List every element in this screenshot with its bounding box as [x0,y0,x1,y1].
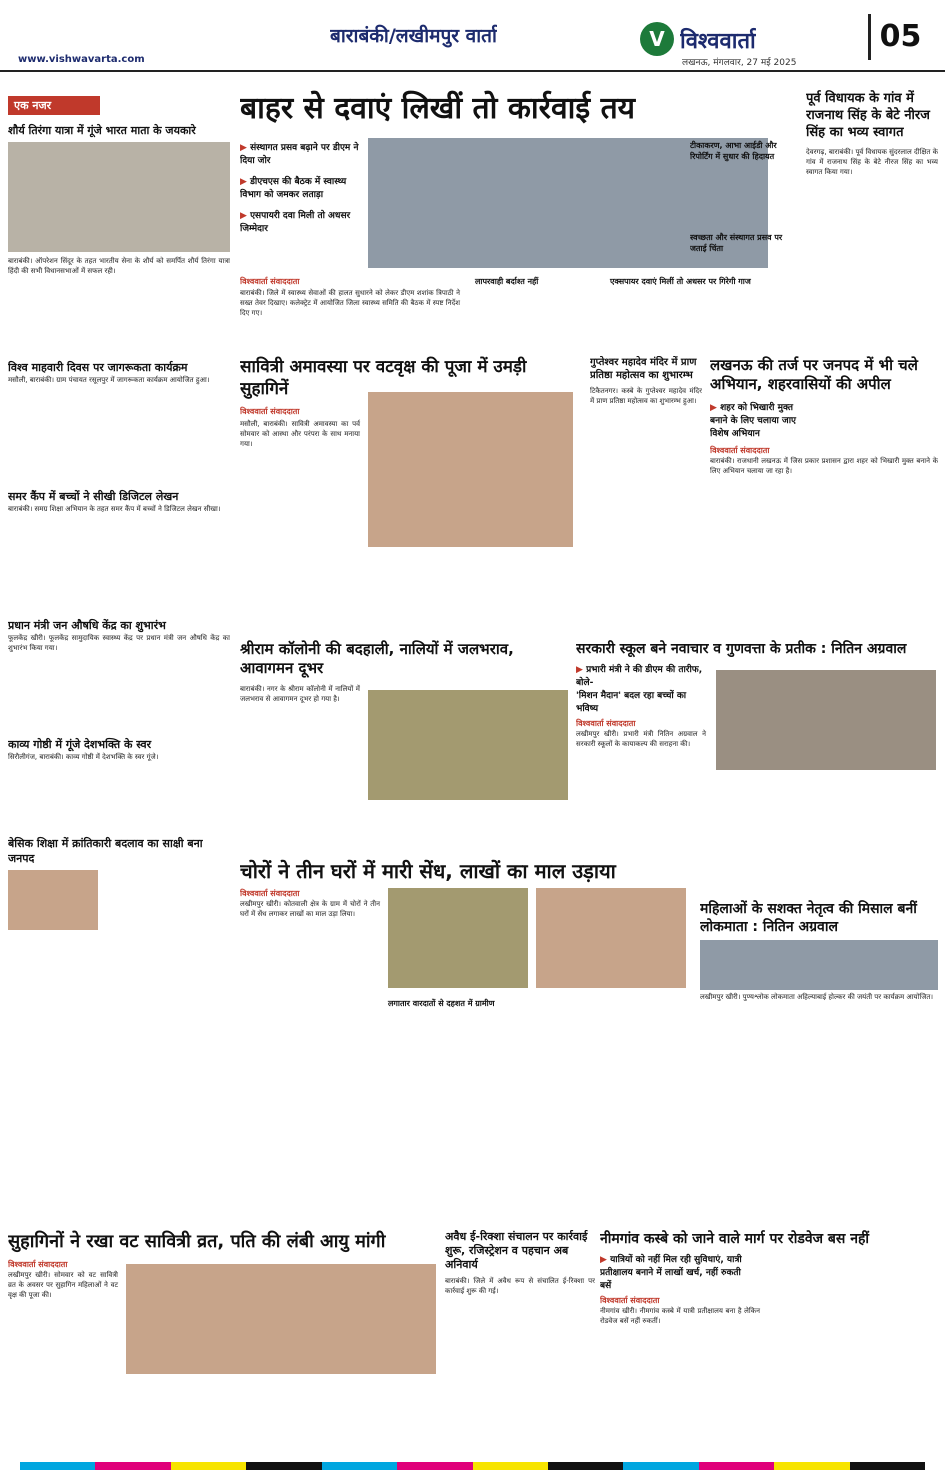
lc-body-1: मसौली, बाराबंकी। ग्राम पंचायत रसूलपुर में जागरूकता कार्यक्रम आयोजित हुआ। [8,376,210,384]
bm-headline: अवैध ई-रिक्शा संचालन पर कार्रवाई शुरू, रजिस्ट्रेशन व पहचान अब अनिवार्य [445,1230,588,1271]
lucknow-headline: लखनऊ की तर्ज पर जनपद में भी चले अभियान, शहरवासियों की अपील [710,356,918,393]
lc-body-4: सिरौलीगंज, बाराबंकी। काव्य गोष्ठी में देशभक्ति के स्वर गूंजे। [8,753,159,761]
bottom-left-story [8,1230,438,1460]
right-top-story [806,90,938,350]
school-byline: विश्ववार्ता संवाददाता [576,719,636,728]
school-headline: सरकारी स्कूल बने नवाचार व गुणवत्ता के प्रतीक : नितिन अग्रवाल [576,641,907,657]
lc-body-3: फूलकेंद्र खीरी। फूलकेंद्र सामुदायिक स्वास्थ्य केंद्र पर प्रधान मंत्री जन औषधि केंद्र का शुभारंभ किया गया। [8,634,230,652]
website-url[interactable]: www.vishwavarta.com [18,54,145,65]
rally-photo [8,142,230,252]
shriram-headline: श्रीराम कॉलोनी की बदहाली, नालियों में जलभराव, आवागमन दूभर [240,640,514,677]
vat-story [240,356,575,646]
bl-photo [126,1264,436,1374]
women-body: लखीमपुर खीरी। पुण्यश्लोक लोकमाता अहिल्याबाई होल्कर की जयंती पर कार्यक्रम आयोजित। [700,993,934,1001]
lead-subhead-3: एक्सपायर दवाएं मिलीं तो अधसर पर गिरेगी गाज [610,277,751,286]
guptesh-body: टिकैतनगर। कस्बे के गुप्तेश्वर महादेव मंदिर में प्राण प्रतिष्ठा महोत्सव का शुभारम्भ हुआ। [590,387,702,405]
lead-sidebar [690,140,800,340]
br-headline: नीमगांव कस्बे को जाने वाले मार्ग पर रोडवेज बस नहीं [600,1231,870,1247]
lc-head-0: शौर्य तिरंगा यात्रा में गूंजे भारत माता के जयकारे [8,124,196,137]
school-bullet-0: ▶ प्रभारी मंत्री ने की डीएम की तारीफ, बोले- [576,665,703,688]
color-registration-strip [20,1462,925,1470]
lead-subhead-1: टीकाकरण, आभा आईडी और रिपोर्टिंग में सुधार की हिदायत [690,141,777,161]
theft-byline: विश्ववार्ता संवाददाता [240,889,300,898]
drain-photo [368,690,568,800]
bottom-right-story [600,1230,938,1460]
school-story [576,640,938,855]
lc-body-2: बाराबंकी। समग्र शिक्षा अभियान के तहत समर कैंप में बच्चों ने डिजिटल लेखन सीखा। [8,505,221,513]
section-title: बाराबंकी/लखीमपुर वार्ता [330,25,497,47]
lead-headline: बाहर से दवाएं लिखीं तो कार्रवाई तय [240,91,636,126]
theft-story [240,858,690,1033]
lead-body: बाराबंकी। जिले में स्वास्थ्य सेवाओं की हालत सुधारने को लेकर डीएम शशांक त्रिपाठी ने सख्त तेवर दिखाए। कलेक्ट्रेट में आयोजित जिला स्वास्थ्य समिति की बैठक में स्पष्ट निर्देश दिए गए। [240,289,460,317]
school-body: लखीमपुर खीरी। प्रभारी मंत्री नितिन अग्रवाल ने सरकारी स्कूलों के कायाकल्प की सराहना की। [576,730,706,748]
bl-body: लखीमपुर खीरी। सोमवार को वट सावित्री व्रत के अवसर पर सुहागिन महिलाओं ने वट वृक्ष की पूजा की। [8,1271,118,1299]
page-number: 05 [868,14,930,60]
bottom-mid-story [445,1230,595,1460]
lead-byline: विश्ववार्ता संवाददाता [240,277,300,286]
vat-body: मसौली, बाराबंकी। सावित्री अमावस्या का पर्व सोमवार को आस्था और परंपरा के साथ मनाया गया। [240,420,360,448]
theft-photo-1 [388,888,528,988]
lc-head-2: समर कैंप में बच्चों ने सीखी डिजिटल लेखन [8,490,179,503]
left-column [8,96,230,1021]
portrait-photo [8,870,98,930]
vat-byline: विश्ववार्ता संवाददाता [240,407,300,416]
lead-bullet-1: ▶ डीएचएस की बैठक में स्वास्थ्य विभाग को जमकर लताड़ा [240,177,347,200]
lc-head-3: प्रधान मंत्री जन औषधि केंद्र का शुभारंभ [8,619,166,632]
lead-subhead-4: स्वच्छता और संस्थागत प्रसव पर जताई चिंता [690,233,783,253]
bl-byline: विश्ववार्ता संवाददाता [8,1260,68,1269]
theft-body: लखीमपुर खीरी। कोतवाली क्षेत्र के ग्राम में चोरों ने तीन घरों में सेंध लगाकर लाखों का माल उड़ा लिया। [240,900,380,918]
lucknow-body: बाराबंकी। राजधानी लखनऊ में जिस प्रकार प्रशासन द्वारा शहर को भिखारी मुक्त बनाने के लिए अभियान चलाया जा रहा है। [710,457,938,475]
right-top-body: देवरगढ़, बाराबंकी। पूर्व विधायक सुंदरलाल दीक्षित के गांव में राजनाथ सिंह के बेटे नीरज सिंह का भव्य स्वागत किया गया। [806,148,938,176]
lead-subhead-2: लापरवाही बर्दाश्त नहीं [475,277,539,286]
school-photo [716,670,936,770]
br-bullet: ▶ यात्रियों को नहीं मिल रही सुविधाएं, यात्री प्रतीक्षालय बनाने में लाखों खर्च, नहीं रुकती बसें [600,1255,742,1291]
dateline: लखनऊ, मंगलवार, 27 मई 2025 [682,58,797,68]
ek-nazar-label: एक नजर [8,96,100,115]
women-headline: महिलाओं के सशक्त नेतृत्व की मिसाल बनीं लोकमाता : नितिन अग्रवाल [700,901,917,935]
vat-headline: सावित्री अमावस्या पर वटवृक्ष की पूजा में उमड़ी सुहागिनें [240,357,527,399]
theft-photo-2 [536,888,686,988]
school-bullet-1: 'मिशन मैदान' बदल रहा बच्चों का भविष्य [576,691,687,714]
lc-head-1: विश्व माहवारी दिवस पर जागरूकता कार्यक्रम [8,361,188,374]
guptesh-story [590,356,702,596]
theft-headline: चोरों ने तीन घरों में मारी सेंध, लाखों का माल उड़ाया [240,859,616,883]
lucknow-story [710,356,938,606]
right-top-headline: पूर्व विधायक के गांव में राजनाथ सिंह के बेटे नीरज सिंह का भव्य स्वागत [806,91,930,140]
lucknow-bullet: ▶ शहर को भिखारी मुक्त बनाने के लिए चलाया जाए विशेष अभियान [710,403,797,439]
bl-headline: सुहागिनों ने रखा वट सावित्री व्रत, पति की लंबी आयु मांगी [8,1231,386,1252]
women-photo [700,940,938,990]
br-byline: विश्ववार्ता संवाददाता [600,1296,660,1305]
guptesh-headline: गुप्तेश्वर महादेव मंदिर में प्राण प्रतिष्ठा महोत्सव का शुभारम्भ [590,357,697,381]
brand-logo-icon: V [640,22,674,56]
lead-bullet-2: ▶ एसपायरी दवा मिली तो अधसर जिम्मेदार [240,211,351,234]
women-story [700,900,938,1030]
theft-subhead: लगातार वारदातों से दहशत में ग्रामीण [388,999,495,1008]
bm-body: बाराबंकी। जिले में अवैध रूप से संचालित ई-रिक्शा पर कार्रवाई शुरू की गई। [445,1277,595,1295]
br-body: नीमगांव खीरी। नीमगांव कस्बे में यात्री प्रतीक्षालय बना है लेकिन रोडवेज बसें नहीं रुकतीं। [600,1307,760,1325]
lc-body-0: बाराबंकी। ऑपरेशन सिंदूर के तहत भारतीय सेना के शौर्य को समर्पित शौर्य तिरंगा यात्रा हिंदी की सभी विधानसभाओं में सफल रही। [8,257,230,275]
lead-bullet-0: ▶ संस्थागत प्रसव बढ़ाने पर डीएम ने दिया जोर [240,143,359,166]
vat-photo [368,392,573,547]
lc-head-4: काव्य गोष्ठी में गूंजे देशभक्ति के स्वर [8,738,152,751]
shriram-story [240,640,570,855]
lc-head-5: बेसिक शिक्षा में क्रांतिकारी बदलाव का साक्षी बना जनपद [8,837,203,865]
shriram-body: बाराबंकी। नगर के श्रीराम कॉलोनी में नालियों में जलभराव से आवागमन दूभर हो गया है। [240,685,360,703]
lucknow-byline: विश्ववार्ता संवाददाता [710,446,770,455]
brand-name: विश्ववार्ता [680,29,756,54]
